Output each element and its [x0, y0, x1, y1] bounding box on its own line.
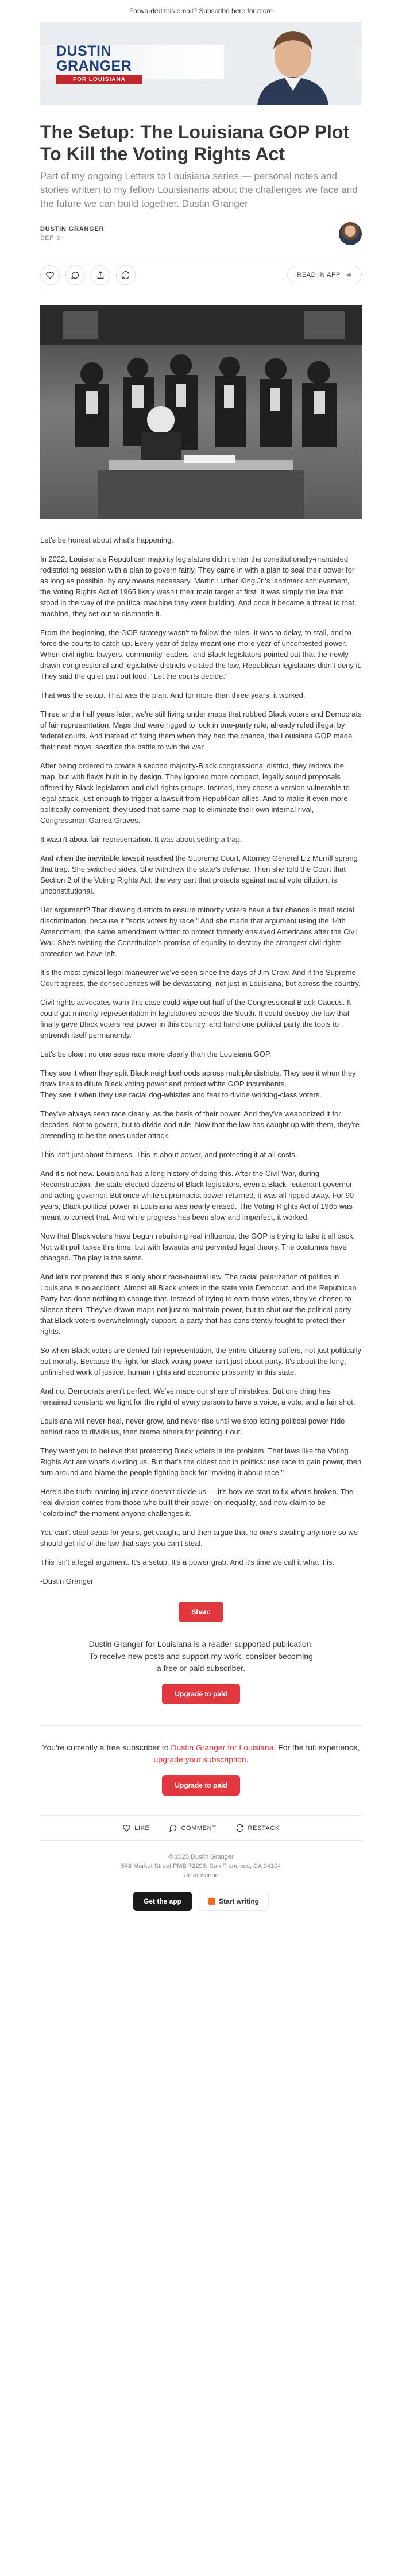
post-date: SEP 3: [40, 235, 60, 242]
hero-photo[interactable]: [40, 305, 362, 519]
share-icon-button[interactable]: [91, 265, 110, 285]
footer-cta-buttons: [40, 1892, 362, 1911]
avatar[interactable]: [339, 222, 362, 245]
body-paragraph: And when the inevitable lawsuit reached the Supreme Court, Attorney General Liz Murrill sprang that trap. She switched sides. She withdrew the state's defense. Then she told the Court that Section 2 of the Voting Rights Act, the very part that protects against racial vote dilution, is unconstitutional.: [40, 854, 358, 895]
read-in-app-button[interactable]: [287, 266, 362, 284]
publication-logo: [56, 44, 165, 84]
comment-icon: [169, 1824, 177, 1832]
body-paragraph: You can't steal seats for years, get caught, and then argue that no one's stealing anymore so we should get rid of the law that says you can't steal.: [40, 1528, 358, 1548]
upgrade-button[interactable]: Upgrade to paid: [162, 1684, 239, 1704]
body-paragraph: It wasn't about fair representation. It was about setting a trap.: [40, 835, 242, 844]
restack-icon: [235, 1824, 244, 1832]
body-paragraph: It's the most cynical legal maneuver we've seen since the days of Jim Crow. And if the Supreme Court agrees, the consequences will be devastating, not just in Louisiana, but across the country.: [40, 968, 361, 988]
body-paragraph: They want you to believe that protecting Black voters is the problem. That laws like the Voting Rights Act are what's dividing us. But that's the oldest con in politics: use race to gain power, then turn around and blame the people fighting back for "making it about race.": [40, 1446, 362, 1477]
restack-label: RESTACK: [248, 1824, 280, 1832]
free-sub-end: .: [246, 1755, 249, 1764]
body-paragraph: That was the setup. That was the plan. And for more than three years, it worked.: [40, 691, 306, 699]
author-name[interactable]: DUSTIN GRANGER: [40, 226, 105, 233]
heart-icon: [45, 270, 55, 280]
email-footer: [40, 1852, 362, 1880]
body-paragraph: This isn't just about fairness. This is about power, and protecting it at all costs.: [40, 1150, 297, 1159]
body-paragraph: This isn't a legal argument. It's a setup. It's a power grab. And it's time we call it what it is.: [40, 1558, 335, 1567]
substack-logo-icon: [208, 1898, 215, 1905]
body-paragraph: And let's not pretend this is only about race-neutral law. The racial polarization of politics in Louisiana is no accident. Almost all Black voters in the state vote Democrat, and the Republican Party has done nothing to change that. Instead of trying to earn those votes, they've chosen to silence them. They've drawn maps not just to maintain power, but to shut out the political party that Black voters overwhelmingly support, a party that has consistently fought to protect their rights.: [40, 1272, 357, 1336]
banner-portrait-image: [224, 22, 356, 105]
subscription-promo: Dustin Granger for Louisiana is a reader-supported publication. To receive new posts and support my work, consider becoming a free or paid subscriber.: [88, 1639, 314, 1673]
upgrade-subscription-link[interactable]: upgrade your subscription: [153, 1755, 246, 1764]
divider: [40, 1725, 362, 1726]
body-paragraph: Civil rights advocates warn this case could wipe out half of the Congressional Black Caucus. It could gut minority representation in legislatures across the South. It could destroy the law that finally gave Black voters real power in this country, and hand one political party the tools to entrench itself permanently.: [40, 998, 351, 1039]
signature: -Dustin Granger: [40, 1577, 94, 1585]
share-icon: [96, 270, 105, 280]
body-paragraph: From the beginning, the GOP strategy wasn't to follow the rules. It was to delay, to stall, and to force the courts to catch up. Every year of delay meant one more year of uncontested power. When civil rights lawyers, community leaders, and Black legislators pointed out that the newly drawn congressional and legislative districts violated the law, Republican legislators didn't deny it. They said the quiet part out loud: "Let the courts decide.": [40, 628, 362, 680]
historical-signing-image: [40, 305, 362, 519]
body-paragraph: Her argument? That drawing districts to ensure minority voters have a fair chance is itself racial discrimination, because it "sorts voters by race." And she made that argument using the 14th Amendment, the same amendment written to protect formerly enslaved Americans after the Civil War. She's twisting the Constitution's promise of equality to destroy the strongest civil rights protection we have left.: [40, 906, 358, 958]
copyright: © 2025 Dustin Granger: [168, 1854, 234, 1861]
body-paragraph: Three and a half years later, we're still living under maps that robbed Black voters and Democrats of fair representation. Maps that were rigged to lock in one-party rule, already ruled illegal by federal courts. And instead of fixing them when they had the chance, the Louisiana GOP made their next move: sacrifice the battle to win the war.: [40, 710, 362, 751]
body-paragraph: So when Black voters are denied fair representation, the entire citizenry suffers, not just politically but morally. Because the fight for Black voting power isn't just about party. It's about the long, unfinished work of justice, human rights and economic prosperity in this state.: [40, 1346, 362, 1376]
logo-name: DUSTIN GRANGER: [56, 43, 132, 74]
body-paragraph: They see it when they split Black neighborhoods across multiple districts. They see it when they draw lines to dilute Black voting power and protect white GOP incumbents. They see it when they use racial dog-whistles and fear to divide working-class voters.: [40, 1069, 356, 1099]
post-title: The Setup: The Louisiana GOP Plot To Kill the Voting Rights Act: [40, 122, 350, 164]
body-paragraph: Here's the truth: naming injustice doesn't divide us — it's how we start to fix what's broken. The real division comes from those who built their power on inequality, and now claim to be "colorblind" the moment anyone challenges it.: [40, 1487, 354, 1518]
forward-prefix: Forwarded this email?: [129, 7, 197, 15]
byline: [40, 222, 362, 245]
forward-notice: [0, 0, 402, 22]
body-paragraph: They've always seen race clearly, as the basis of their power. And they've weaponized it for decades. Not to govern, but to divide and rule. Now that the law has caught up with them, they're pretending to be the ones under attack.: [40, 1109, 360, 1140]
start-writing-button[interactable]: [199, 1892, 269, 1911]
heart-icon: [122, 1824, 131, 1832]
mailing-address: 548 Market Street PMB 72296, San Francisco, CA 94104: [121, 1863, 281, 1870]
start-writing-label: Start writing: [219, 1897, 260, 1905]
body-paragraph: Now that Black voters have begun rebuilding real influence, the GOP is trying to take it all back. Not with poll taxes this time, but with lawsuits and perverted legal theory. The costumes have changed. The play is the same.: [40, 1232, 355, 1262]
upgrade-button-secondary[interactable]: Upgrade to paid: [162, 1775, 239, 1796]
like-button[interactable]: [40, 265, 60, 285]
footer-like-button[interactable]: [122, 1824, 149, 1832]
body-paragraph: And it's not new. Louisiana has a long history of doing this. After the Civil War, during Reconstruction, the state elected dozens of Black legislators, even a Black lieutenant governor and acting governor. But once white supremacist power returned, it was all ripped away. For 90 years, Black political power in Louisiana was nearly erased. The Voting Rights Act of 1965 was meant to correct that. And while progress has been slow and imperfect, it worked.: [40, 1169, 354, 1221]
post-actions-bar: [40, 258, 362, 292]
footer-comment-button[interactable]: [169, 1824, 216, 1832]
header-banner[interactable]: [40, 22, 362, 105]
body-paragraph: Let's be clear: no one sees race more clearly than the Louisiana GOP.: [40, 1050, 272, 1058]
comment-button[interactable]: [65, 265, 85, 285]
footer-restack-button[interactable]: [235, 1824, 279, 1832]
comment-icon: [71, 270, 80, 280]
body-paragraph: Louisiana will never heal, never grow, and never rise until we stop letting political power hide behind race to divide us, then blame others for pointing it out.: [40, 1417, 345, 1436]
comment-label: COMMENT: [181, 1824, 217, 1832]
like-label: LIKE: [134, 1824, 150, 1832]
footer-actions-bar: [40, 1815, 362, 1841]
body-paragraph: And no, Democrats aren't perfect. We've made our share of mistakes. But one thing has remained constant: we fight for the right of every person to have a voice, a vote, and a fair shot.: [40, 1387, 355, 1406]
read-in-app-label: READ IN APP: [297, 272, 341, 279]
logo-tagline: FOR LOUISIANA: [56, 75, 142, 84]
post-body: [40, 535, 362, 1587]
subscribe-link[interactable]: Subscribe here: [199, 7, 246, 15]
free-sub-suffix: . For the full experience,: [273, 1743, 360, 1752]
restack-icon: [121, 270, 130, 280]
body-paragraph: After being ordered to create a second majority-Black congressional district, they redrew the map, but with flaws built in by design. They ignored more compact, legally sound proposals offered by Black legislators and civil rights groups. Instead, they chose a version vulnerable to legal attack, just enough to trigger a lawsuit from Republican allies. And to make it even more politically convenient, they used that same map to eliminate their own internal rival, Congressman Garrett Graves.: [40, 761, 350, 825]
body-paragraph: Let's be honest about what's happening.: [40, 536, 173, 544]
free-subscriber-notice: [40, 1742, 362, 1766]
publication-link[interactable]: Dustin Granger for Louisiana: [171, 1743, 274, 1752]
free-sub-prefix: You're currently a free subscriber to: [42, 1743, 169, 1752]
restack-button[interactable]: [116, 265, 136, 285]
body-paragraph: In 2022, Louisiana's Republican majority legislature didn't enter the constitutionally-mandated redistricting session with a plan to govern fairly. They came in with a plan to seal their power for as long as possible, by any means necessary. Martin Luther King Jr.'s landmark achievement, the Voting Rights Act of 1965 likely wasn't their main target at first. It was simply the law that stood in the way of the political machine they were building. And once it became a threat to that machine, they set out to dismantle it.: [40, 555, 355, 618]
forward-suffix: for more: [247, 7, 273, 15]
get-app-button[interactable]: Get the app: [133, 1892, 192, 1911]
arrow-right-icon: [345, 272, 352, 279]
unsubscribe-link[interactable]: Unsubscribe: [183, 1872, 219, 1879]
post-subtitle: Part of my ongoing Letters to Louisiana series — personal notes and stories written to my fellow Louisianans about the challenges we face and the future we can build together. Dustin Granger: [40, 171, 358, 209]
share-button[interactable]: Share: [179, 1602, 223, 1622]
